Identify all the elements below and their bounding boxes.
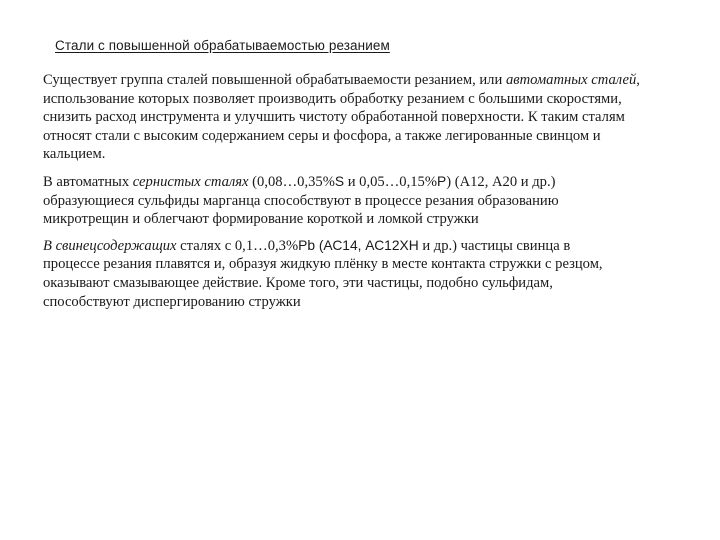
text-run: (0,08…0,35% [248,173,335,190]
text-line: процессе резания плавятся и, образуя жидкую плёнку в месте контакта стружки с резцом, [43,256,603,273]
text-line: образующиеся сульфиды марганца способствуют в процессе резания образованию [43,192,559,209]
text-run: В автоматных [43,173,133,190]
text-line [43,71,703,90]
text-line [43,173,703,192]
text-run: и 0,05…0,15% [344,173,437,190]
element-symbol: P [437,173,447,189]
text-run: Существует группа сталей повышенной обрабатываемости резанием, или [43,72,506,88]
text-run: ) (А12, А20 и др.) [446,173,556,190]
text-line: относят стали с высоким содержанием серы и фосфора, а также легированные свинцом и [43,127,601,144]
paragraph-automatic-steels [43,71,703,164]
text-line: оказывают смазывающее действие. Кроме того, эти частицы, подобно сульфидам, [43,274,553,291]
text-line: кальцием. [43,146,106,163]
text-run: и др.) частицы свинца в [418,237,571,254]
text-line: способствуют диспергированию стружки [43,293,301,310]
slide-title: Стали с повышенной обрабатываемостью резанием [55,38,390,53]
text-run: сталях с 0,1…0,3% [176,237,299,254]
paragraph-lead-steels [43,237,703,311]
term-automatic-steels: автоматных сталей, [505,72,640,88]
paragraph-sulfur-steels [43,173,703,229]
slide-body [43,71,703,311]
text-line: микротрещин и облегчают формирование короткой и ломкой стружки [43,211,479,228]
text-line [43,237,703,256]
term-lead-steels: В свинецсодержащих [43,237,177,254]
text-line: снизить расход инструмента и улучшить чистоту обработанной поверхности. К таким сталям [43,109,625,126]
element-symbol: S [334,173,345,189]
element-symbol: Pb (АС14, АС12ХН [298,237,419,253]
term-sulfur-steels: сернистых сталях [132,173,249,190]
text-line: использование которых позволяет производить обработку резанием с большими скоростями, [43,90,622,107]
